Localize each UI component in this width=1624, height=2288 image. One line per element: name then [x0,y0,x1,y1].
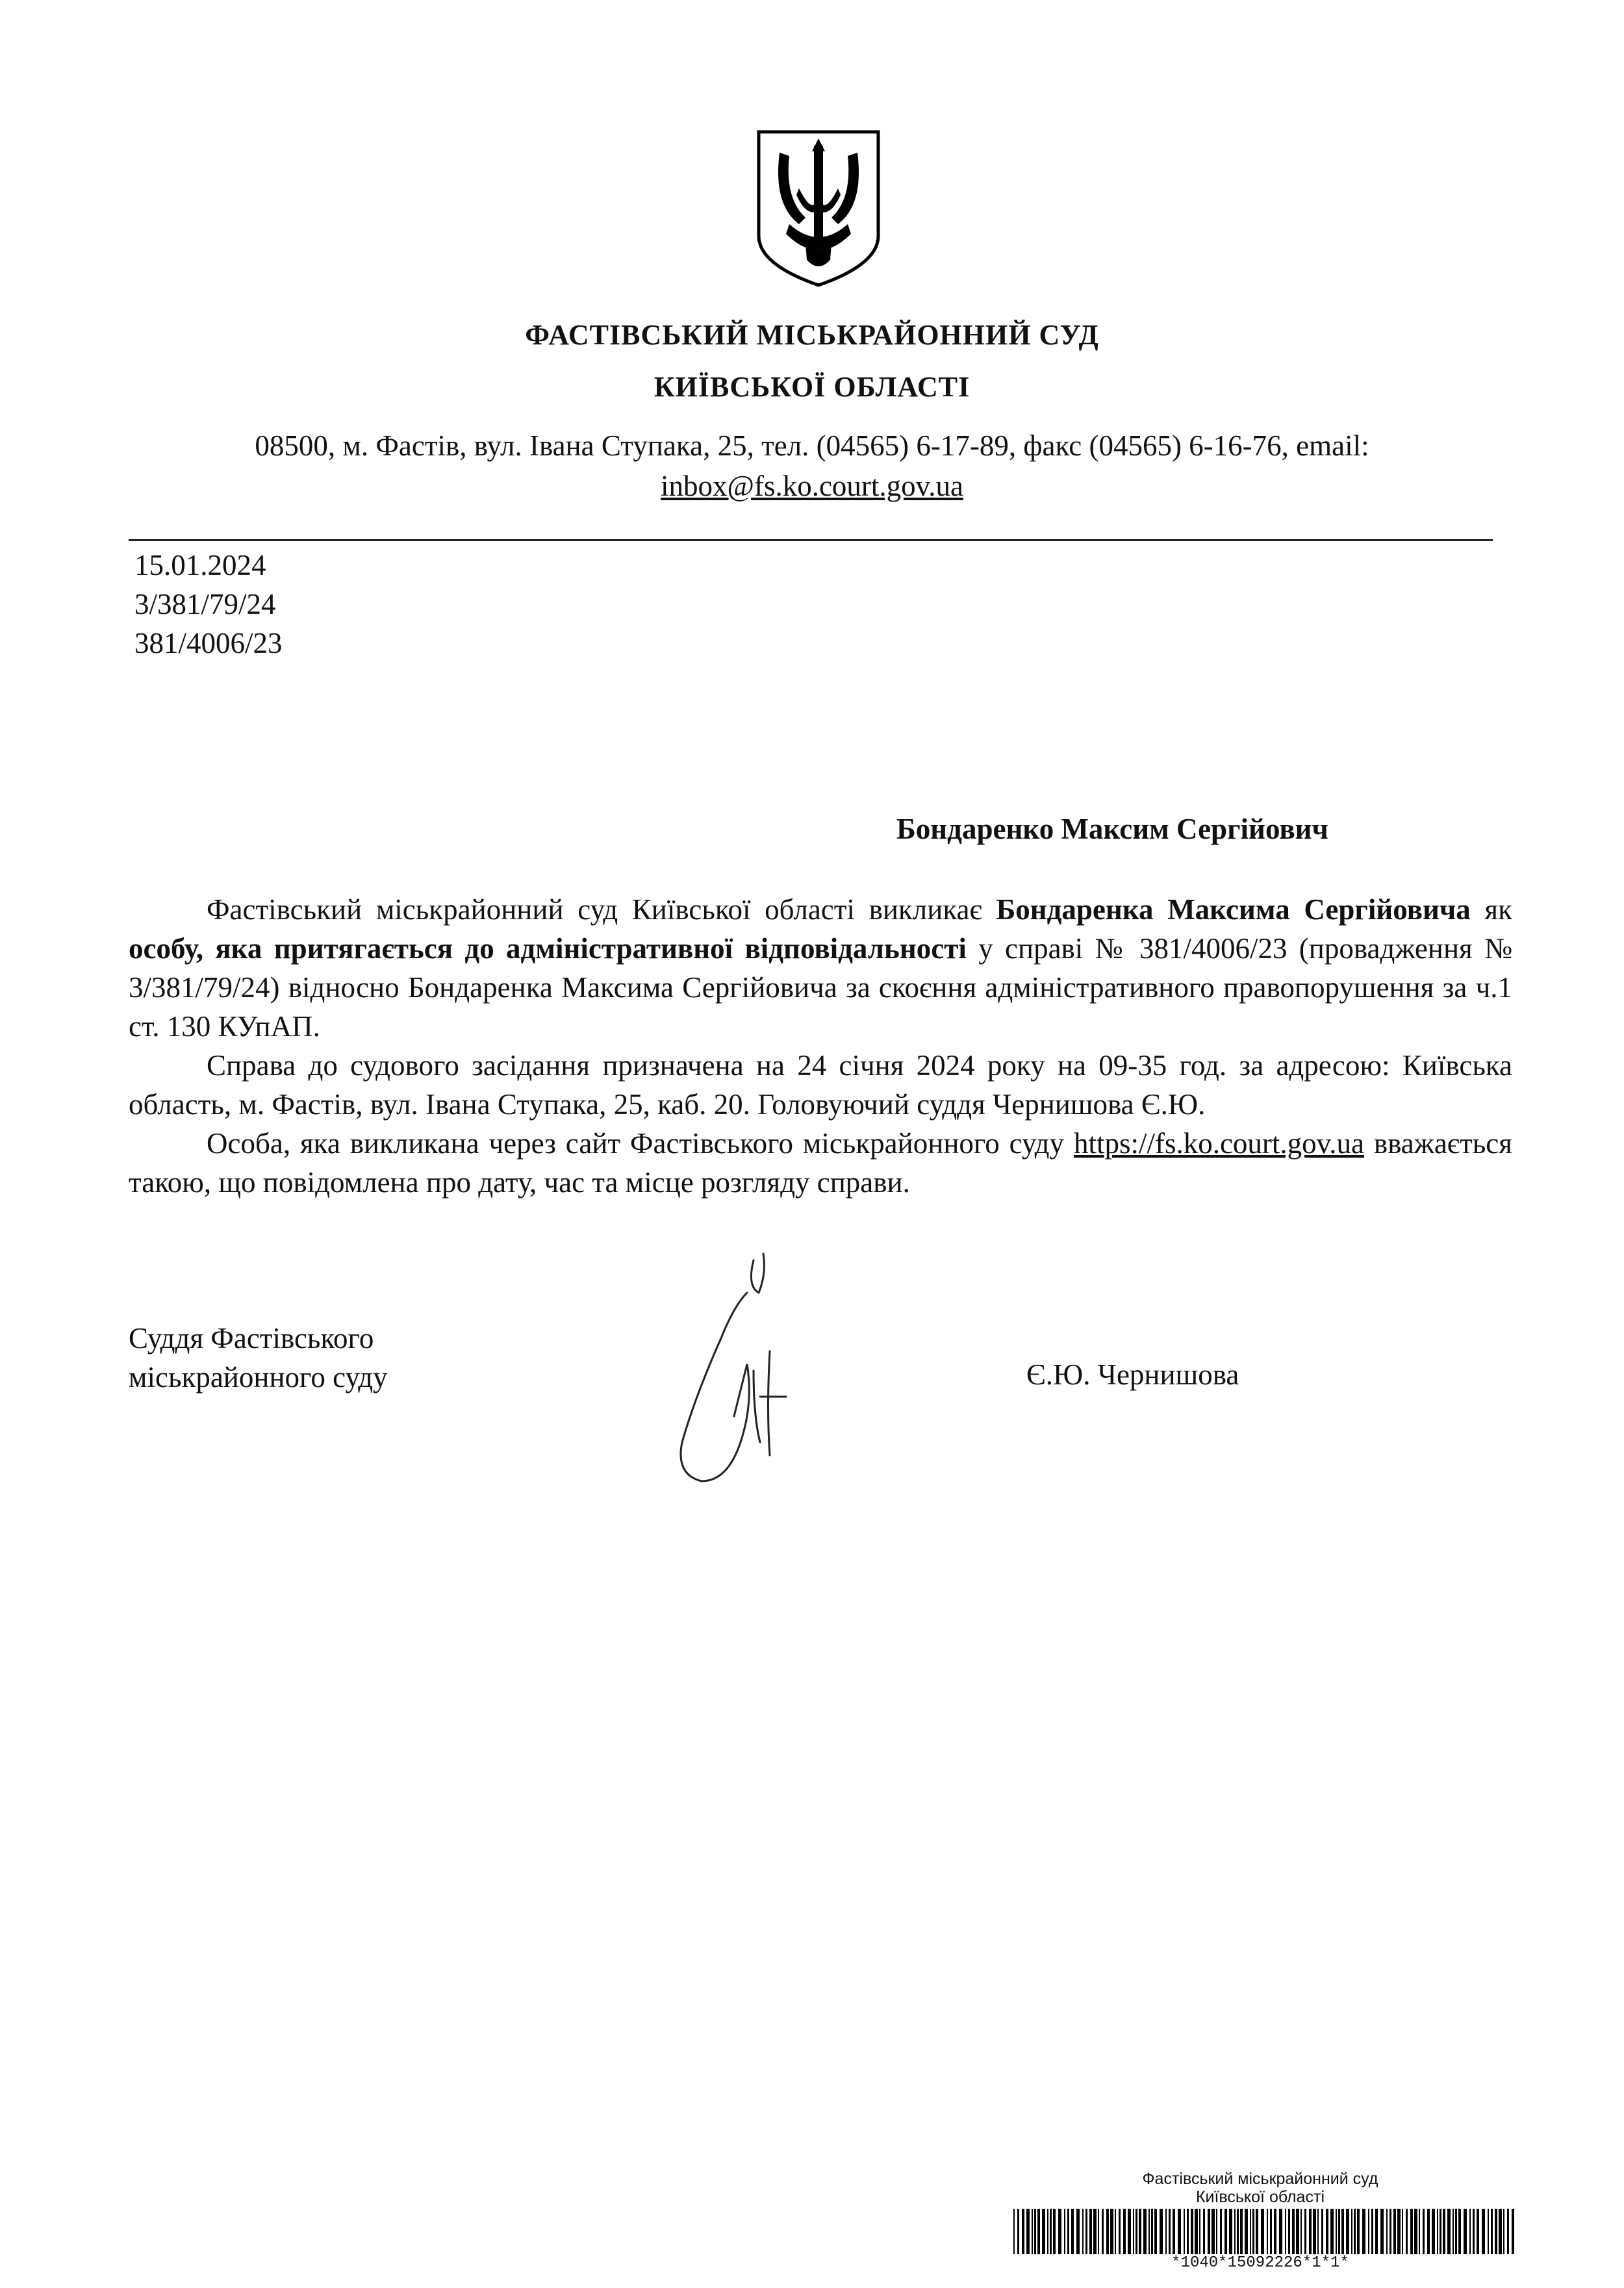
recipient-name: Бондаренко Максим Сергійович [896,813,1328,845]
notice-paragraph: Особа, яка викликана через сайт Фастівського міськрайонного суду https://fs.ko.court.gov.ua вважається такою, що повідомлена про дату, час та місце розгляду справи. [129,1127,1512,1199]
court-address: 08500, м. Фастів, вул. Івана Ступака, 25, тел. (04565) 6-17-89, факс (04565) 6-16-76, email: [255,429,1369,462]
court-website-link[interactable]: https://fs.ko.court.gov.ua [1073,1127,1364,1160]
hearing-paragraph: Справа до судового засідання призначена на 24 січня 2024 року на 09-35 год. за адресою: Київська область, м. Фастів, вул. Івана Ступака, 25, каб. 20. Головуючий суддя Чернишова Є.Ю. [129,1049,1512,1121]
letter-body [129,890,1512,1202]
letter-date: 15.01.2024 [134,549,266,581]
judge-position: Суддя Фастівського міськрайонного суду [129,1322,388,1393]
header-divider [129,539,1493,541]
court-email-link[interactable]: inbox@fs.ko.court.gov.ua [661,470,963,502]
coat-of-arms-icon [754,127,883,289]
judge-name: Є.Ю. Чернишова [1026,1358,1239,1391]
barcode [1013,2209,1520,2254]
case-number: 381/4006/23 [134,627,283,659]
barcode-number: *1040*15092226*1*1* [1171,2254,1349,2272]
outgoing-number: 3/381/79/24 [134,588,276,620]
court-name: ФАСТІВСЬКИЙ МІСЬКРАЙОННИЙ СУД [525,319,1099,351]
letter-meta [134,546,283,663]
summons-paragraph: Фастівський міськрайонний суд Київської області викликає Бондаренка Максима Сергійовича як особу, яка притягається до адміністративної відповідальності у справі № 381/4006/23 (провадження № 3/381/79/24) відносно Бондаренка Максима Сергійовича за скоєння адміністративного правопорушення за ч.1 ст. 130 КУпАП. [129,893,1513,1043]
court-stamp: Фастівський міськрайонний суд Київської області [1142,2170,1378,2206]
handwritten-signature [656,1247,825,1507]
court-region: КИЇВСЬКОЇ ОБЛАСТІ [653,371,971,403]
